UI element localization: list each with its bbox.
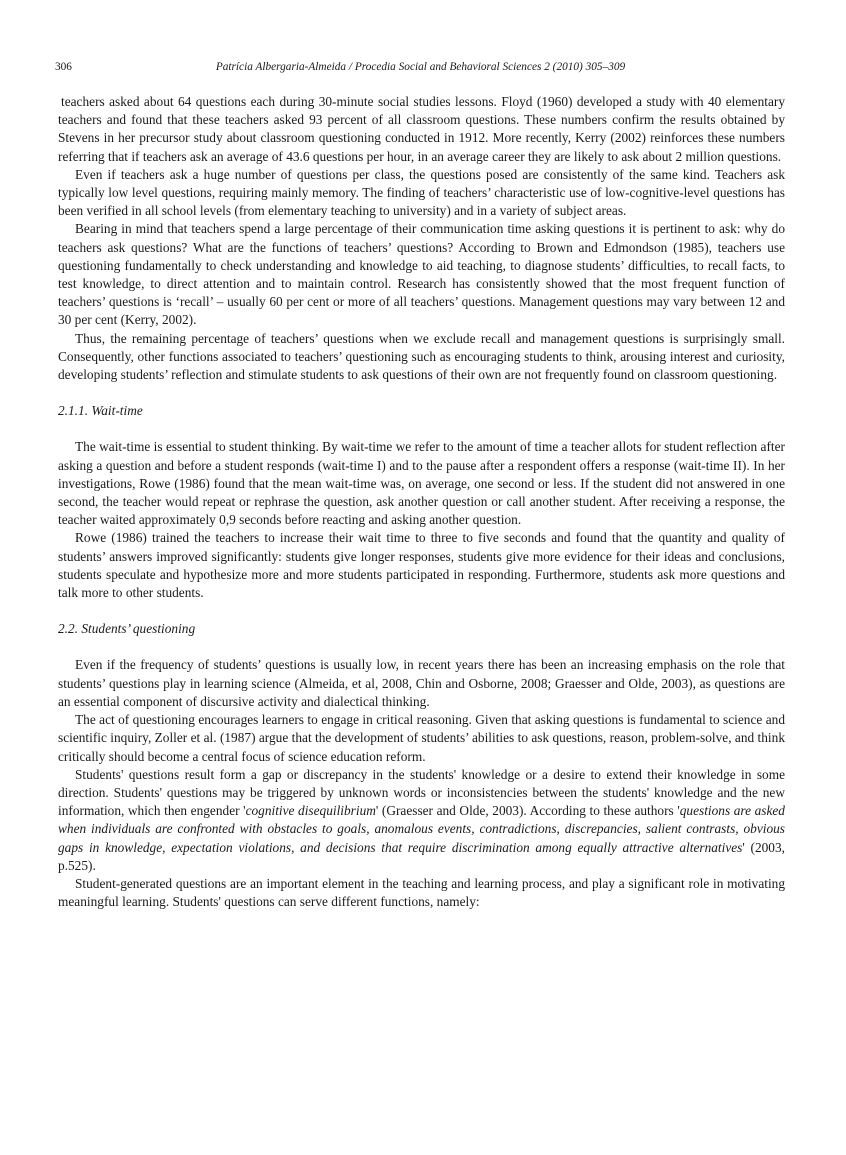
running-head: Patrícia Albergaria-Almeida / Procedia Social and Behavioral Sciences 2 (2010) 305–309 [215,61,626,73]
section-heading-wait-time: 2.1.1. Wait-time [58,403,143,419]
paragraph: The act of questioning encourages learners to engage in critical reasoning. Given that asking questions is fundamental to science and scientific inquiry, Zoller et al. (1987) argue that the development of students’ abilities to ask questions, reason, problem-solve, and think critically should become a central focus of science education reform. [58,712,785,764]
italic-term: cognitive disequilibrium [245,803,376,819]
page-number: 306 [55,61,72,73]
italic-quote: questions are asked when individuals are confronted with obstacles to goals, anomalous events, contradictions, discrepancies, salient contrasts, obvious gaps in knowledge, expectation violations, and decisions that require discrimination among equally attractive alternatives [58,803,785,855]
paragraph: Thus, the remaining percentage of teachers’ questions when we exclude recall and management questions is surprisingly small. Consequently, other functions associated to teachers’ questioning such as encouraging students to think, arousing interest and curiosity, developing students’ reflection and stimulate students to ask questions of their own are not frequently found on classroom questioning. [58,330,785,383]
page-header [55,59,786,75]
paragraph: Even if teachers ask a huge number of questions per class, the questions posed are consistently of the same kind. Teachers ask typically low level questions, requiring mainly memory. The finding of teachers’ characteristic use of low-cognitive-level questions has been verified in all school levels (from elementary teaching to university) and in a variety of subject areas. [58,166,785,219]
text-run: Students' questions result form a gap or discrepancy in the students' knowledge or a desire to extend their knowledge in some direction. Students' questions may be triggered by unknown words or inconsistencies between the students' knowledge and the new information, which then engender ' [58,766,785,819]
paragraph: Student-generated questions are an important element in the teaching and learning process, and play a significant role in motivating meaningful learning. Students' questions can serve different functions, namely: [58,875,785,910]
section-heading-students-questioning: 2.2. Students’ questioning [58,621,196,637]
paragraph: teachers asked about 64 questions each during 30-minute social studies lessons. Floyd (1960) developed a study with 40 elementary teachers and found that these teachers asked 93 percent of all classroom questions. These numbers confirm the results obtained by Stevens in her precursor study about classroom questioning conducted in 1912. More recently, Kerry (2002) reinforces these numbers referring that if teachers ask an average of 43.6 questions per hour, in an average career they are likely to ask about 2 million questions. [58,94,785,164]
paragraph: Rowe (1986) trained the teachers to increase their wait time to three to five seconds and found that the quantity and quality of students’ answers improved significantly: students give longer responses, students give more evidence for their ideas and conclusions, students speculate and hypothesize more and more students participated in responding. Furthermore, students ask more questions and talk more to other students. [58,530,785,601]
paragraph [58,766,785,875]
body-text [58,93,785,911]
text-run: ' (2003, p.525). [58,839,785,873]
paragraph: Even if the frequency of students’ questions is usually low, in recent years there has been an increasing emphasis on the role that students’ questions play in learning science (Almeida, et al, 2008, Chin and Osborne, 2008; Graesser and Olde, 2003), as questions are an essential component of discursive activity and dialectical thinking. [58,657,785,709]
paragraph: Bearing in mind that teachers spend a large percentage of their communication time asking questions it is pertinent to ask: why do teachers ask questions? What are the functions of teachers’ questions? According to Brown and Edmondson (1985), teachers use questioning fundamentally to check understanding and knowledge to aid teaching, to diagnose students’ difficulties, to recall facts, to test knowledge, to direct attention and to maintain control. Research has consistently showed that the most frequent function of teachers’ questions is ‘recall’ – usually 60 per cent or more of all teachers’ questions. Management questions may vary between 12 and 30 per cent (Kerry, 2002). [58,221,785,328]
paragraph: The wait-time is essential to student thinking. By wait-time we refer to the amount of time a teacher allots for student reflection after asking a question and before a student responds (wait-time I) and to the pause after a respondent offers a response (wait-time II). In her investigations, Rowe (1986) found that the mean wait-time was, on average, one second or less. If the student did not answered in one second, the teacher would repeat or rephrase the question, ask another question or call another student. After receiving a response, the teacher waited approximately 0,9 seconds before reacting and asking another question. [58,439,785,528]
text-run: ' (Graesser and Olde, 2003). According to these authors ' [375,803,680,819]
